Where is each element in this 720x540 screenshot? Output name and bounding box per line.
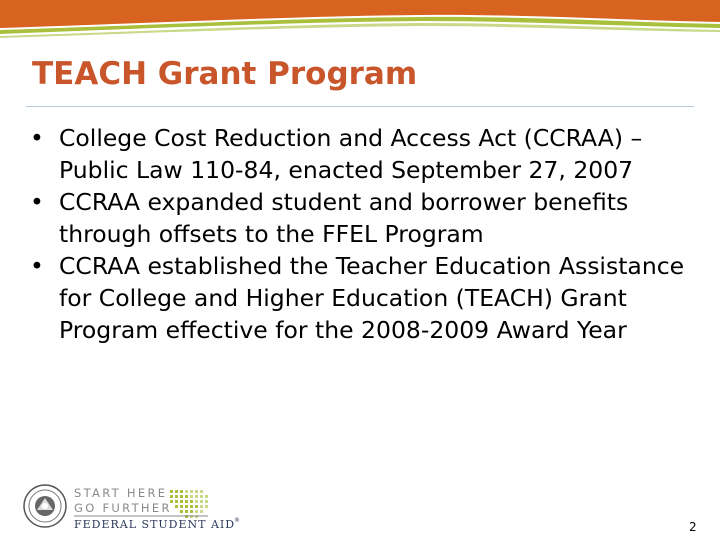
bullet-icon: • [30,252,44,280]
registered-mark: ® [234,517,240,524]
page-number: 2 [689,520,697,534]
bullet-item [30,122,700,186]
bullet-list [30,122,700,346]
department-seal-icon [24,485,66,527]
bullet-icon: • [30,188,44,216]
federal-student-aid-logo [22,482,262,538]
bullet-item [30,250,700,346]
slide-title: TEACH Grant Program [32,56,418,92]
logo-line-start-here: START HERE [74,486,168,500]
header-swoosh-band [0,0,720,40]
bullet-text: CCRAA expanded student and borrower benefits through offsets to the FFEL Program [59,188,629,248]
logo-line-go-further: GO FURTHER [74,501,172,515]
bullet-item [30,186,700,250]
dot-grid-graphic [170,490,208,518]
bullet-text: CCRAA established the Teacher Education Assistance for College and Higher Education (TEACH) Grant Program effective for the 2008-2009 Award Year [59,252,685,344]
bullet-text: College Cost Reduction and Access Act (CCRAA) – Public Law 110-84, enacted September 27, 2007 [59,124,643,184]
bullet-icon: • [30,124,44,152]
logo-line-federal-student-aid: FEDERAL STUDENT AID [74,518,236,531]
title-divider [26,106,694,107]
